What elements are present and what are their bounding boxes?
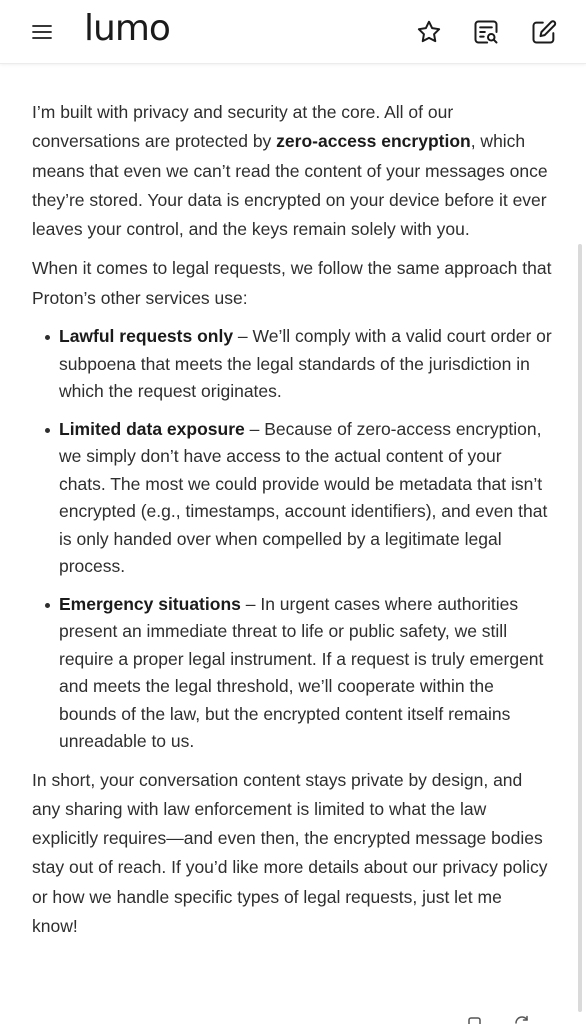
star-icon[interactable] (415, 18, 443, 46)
message-paragraph: In short, your conversation content stays private by design, and any sharing with law enforcement is limited to what the law explicitly requires—and even then, the encrypted message bodies stay out of reach. If you’d like more details about our privacy policy or how we handle specific types of legal requests, just let me know! (32, 769, 548, 937)
bullet-title: Lawful requests only (59, 326, 234, 347)
bullet-title: Emergency situations (59, 593, 241, 614)
list-item (32, 323, 552, 406)
bullet-list (32, 323, 552, 756)
list-item (32, 416, 552, 581)
lumo-logo[interactable]: lumo (84, 8, 170, 49)
chat-content (0, 64, 586, 1024)
copy-icon[interactable] (466, 1014, 484, 1024)
new-chat-icon[interactable] (530, 18, 558, 46)
assistant-message (32, 98, 552, 951)
scrollbar[interactable] (578, 244, 582, 1012)
regenerate-icon[interactable] (513, 1014, 531, 1024)
bullet-title: Limited data exposure (59, 418, 245, 439)
bullet-text: – We’ll comply with a valid court order or subpoena that meets the legal standards of the jurisdiction in which the request originates. (59, 326, 552, 402)
bullet-text: – Because of zero-access encryption, we simply don’t have access to the actual content of your chats. The most we could provide would be metadata that isn’t encrypted (e.g., timestamps, account identifiers), and even that is only handed over when compelled by a legitimate legal process. (59, 418, 548, 577)
list-item (32, 591, 552, 756)
menu-icon[interactable] (30, 20, 54, 44)
search-chats-icon[interactable] (472, 18, 500, 46)
bold-text: zero-access encryption (276, 131, 471, 152)
bullet-text: – In urgent cases where authorities present an immediate threat to life or public safety, we still require a proper legal instrument. If a request is truly emergent and meets the legal threshold, we’ll cooperate within the bounds of the law, but the encrypted content itself remains unreadable to us. (59, 593, 544, 752)
message-actions (0, 1014, 586, 1024)
message-paragraph: I’m built with privacy and security at the core. All of our conversations are protected by zero-access encryption, which means that even we can’t read the content of your messages once they’re stored. Your data is encrypted on your device before it ever leaves your control, and the keys remain solely with you. (32, 102, 548, 240)
message-paragraph: When it comes to legal requests, we follow the same approach that Proton’s other services use: (32, 258, 552, 308)
top-bar (0, 0, 586, 64)
